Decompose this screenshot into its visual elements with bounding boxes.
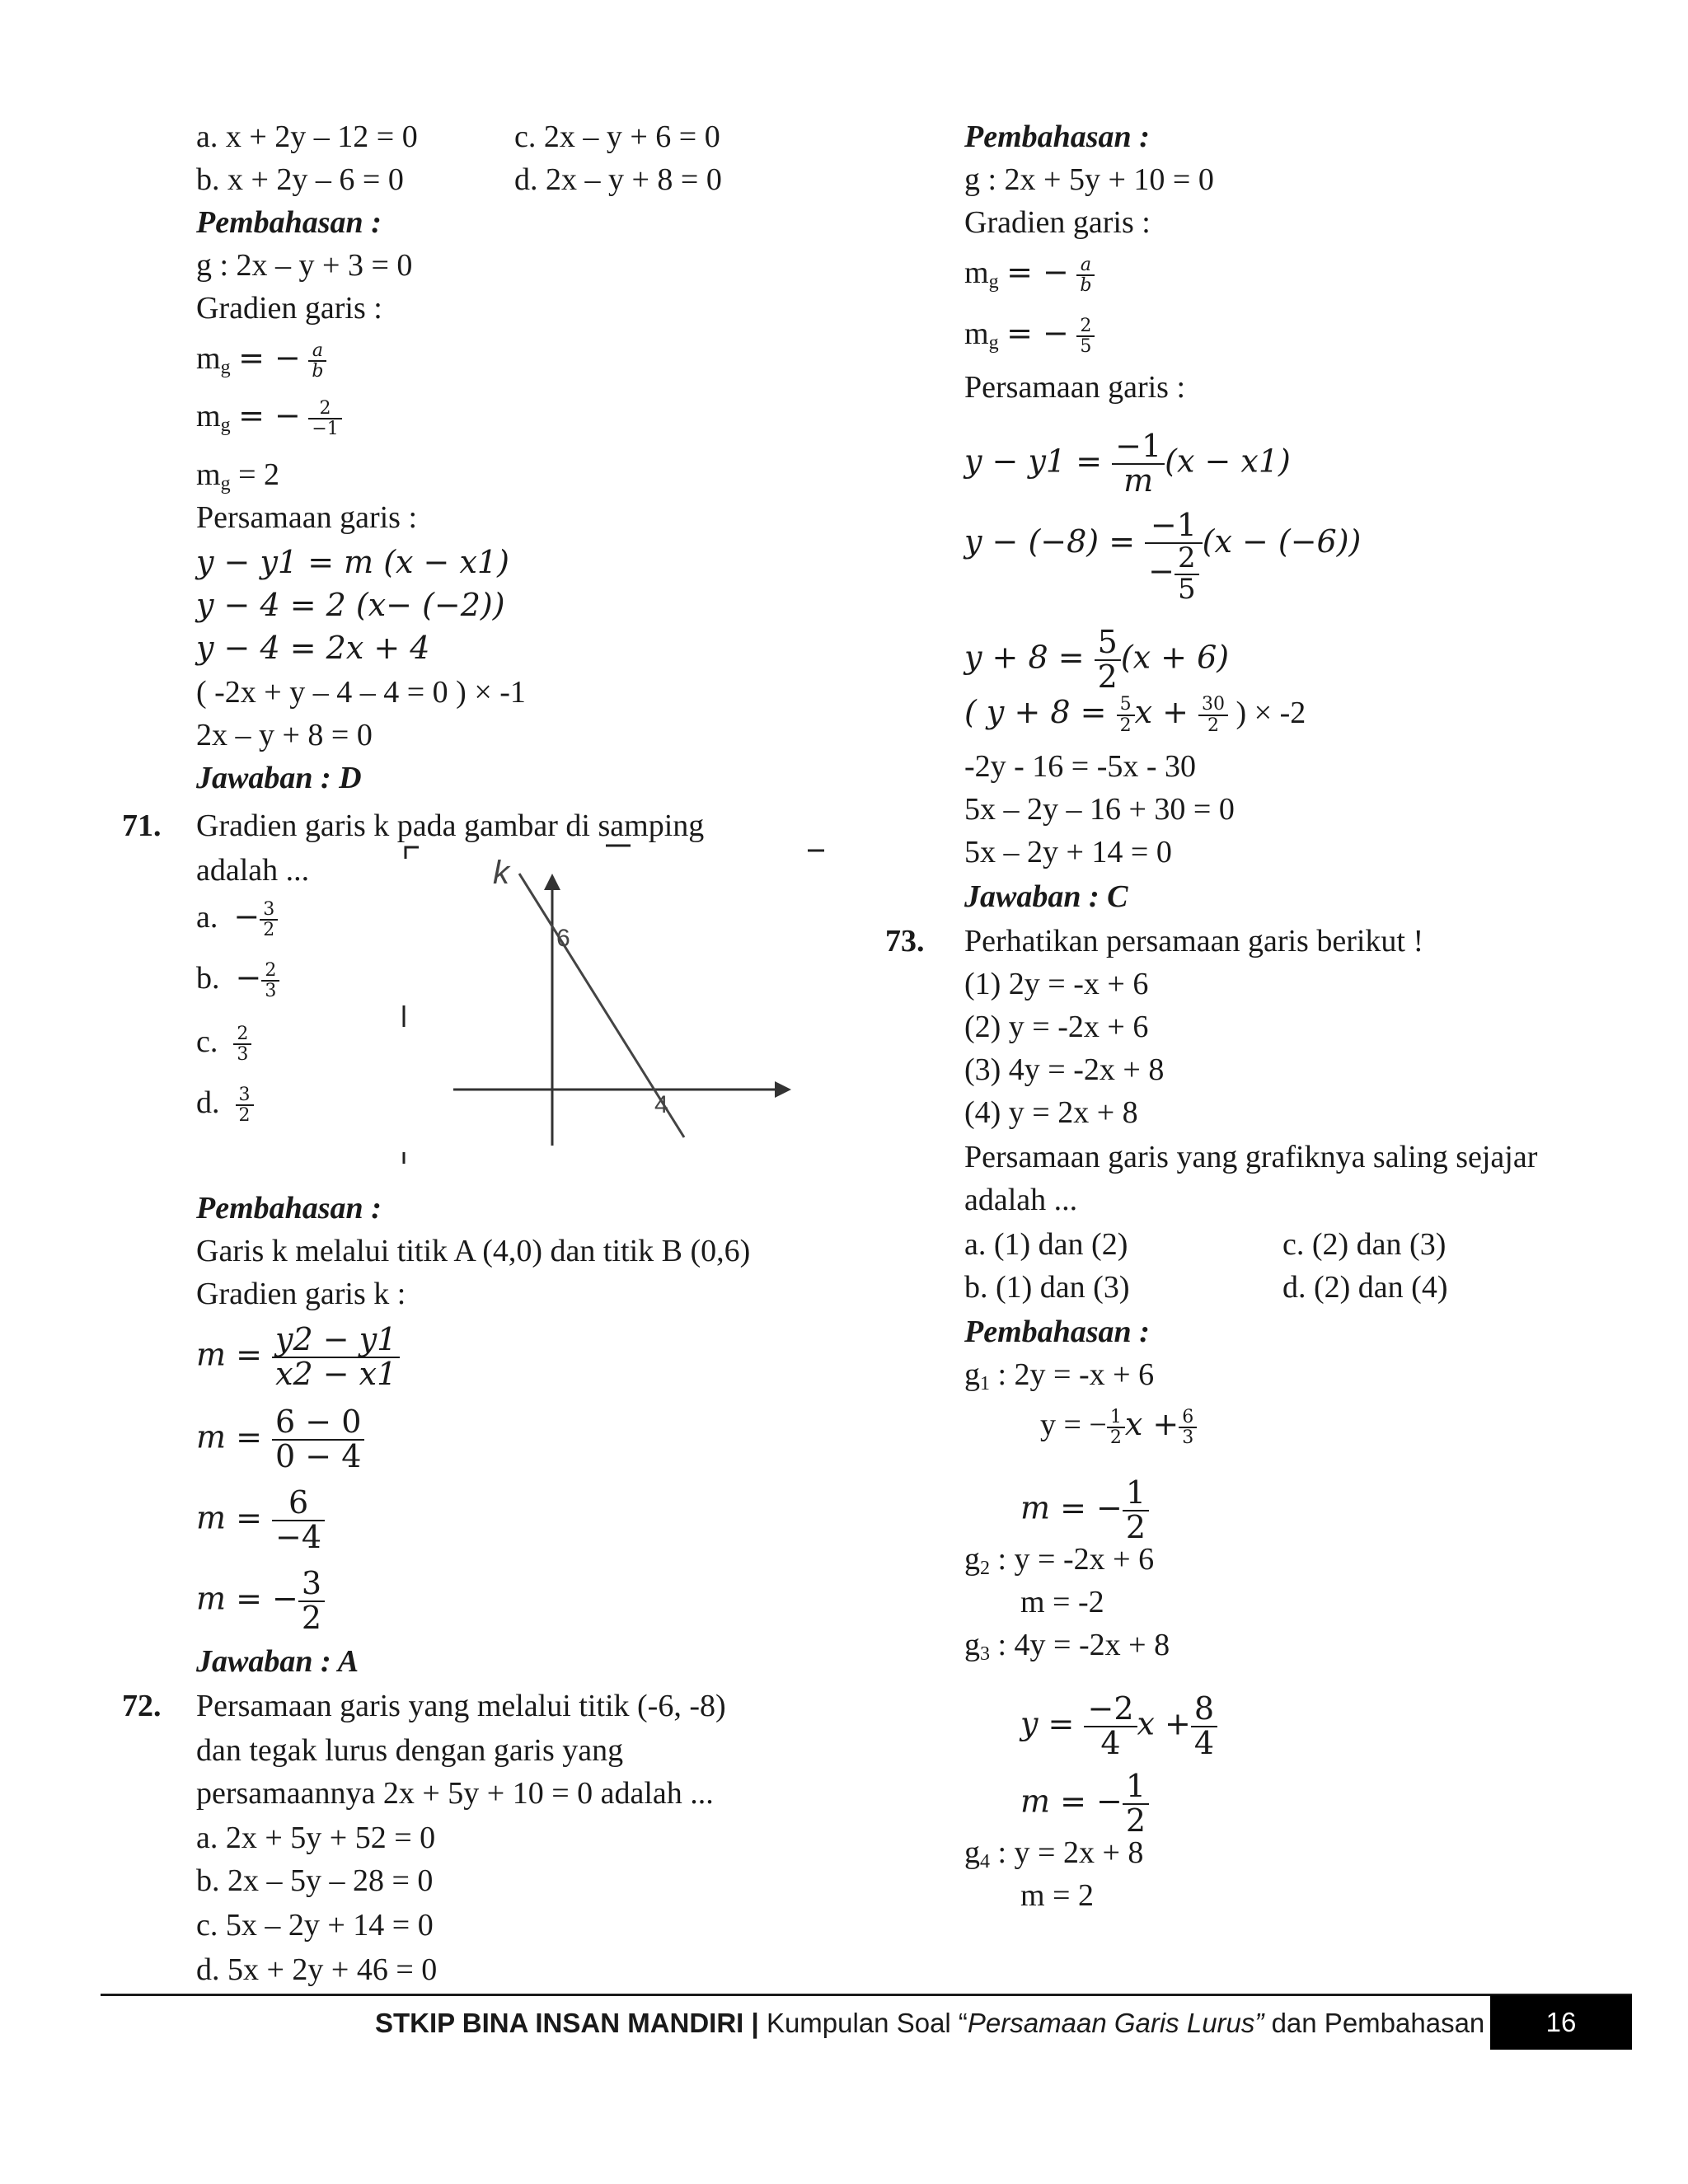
g4-equation: $g_4$ : y = 2x + 8 [964,1835,1144,1872]
question-71-number: 71. [122,808,162,843]
q72-option-c: c. 5x – 2y + 14 = 0 [196,1908,434,1943]
q73-option-d: d. (2) dan (4) [1282,1270,1448,1305]
gradien-label-72: Gradien garis : [964,205,1151,240]
slope-simplified: m = $\frac{6}{-4}$ [196,1487,325,1554]
q73-option-a: a. (1) dan (2) [964,1227,1128,1262]
g2-slope: m = -2 [1020,1585,1104,1619]
y-axis-arrow [544,874,560,890]
scan-artifacts [404,846,824,1164]
q71-option-a: a. − $\frac{3}{2}$ [196,895,278,940]
g2-equation: $g_2$ : y = -2x + 6 [964,1542,1155,1579]
footer-rule [101,1994,1632,1996]
g1-slope-intercept: y = − $\frac{1}{2}$ x + $\frac{6}{3}$ [1040,1403,1197,1447]
g4-slope: m = 2 [1020,1878,1094,1913]
gradien-label: Gradien garis : [196,291,382,326]
answer-d: Jawaban : D [196,761,362,795]
g1-equation: $g_1$ : 2y = -x + 6 [964,1357,1155,1394]
g3-equation: $g_3$ : 4y = -2x + 8 [964,1628,1170,1665]
mg-value-72: $m_g$ = − $\frac{2}{5}$ [964,312,1095,364]
option-a-prev: a. x + 2y – 12 = 0 [196,120,418,154]
q73-option-c: c. (2) dan (3) [1282,1227,1447,1262]
multiply-step: ( y + 8 = $\frac{5}{2}$ x + $\frac{30}{2}$ ) × -2 [964,694,1306,736]
page-number: 16 [1490,1995,1632,2050]
question-71-text-2: adalah ... [196,853,310,888]
mg-substitution: $m_g$ = − $\frac{2}{-1}$ [196,394,342,447]
equation-step-72-5: -2y - 16 = -5x - 30 [964,749,1197,784]
mg-formula-72: $m_g$ = − $\frac{a}{b}$ [964,251,1095,303]
slope-formula: m = $\frac{y2 - y1}{x2 - x1}$ [196,1324,400,1391]
line-equation-72: g : 2x + 5y + 10 = 0 [964,162,1214,197]
pembahasan-71-heading: Pembahasan : [196,1191,382,1226]
question-72-text-2: dan tegak lurus dengan garis yang [196,1733,624,1768]
points-text: Garis k melalui titik A (4,0) dan titik B (0,6) [196,1234,751,1268]
g1-slope: m = − $\frac{1}{2}$ [1020,1477,1149,1544]
question-71-text: Gradien garis k pada gambar di samping [196,808,705,843]
q73-option-b: b. (1) dan (3) [964,1270,1130,1305]
q72-option-d: d. 5x + 2y + 46 = 0 [196,1952,438,1987]
mg-value: $m_g = 2$ [196,457,279,494]
x-intercept-label: 4 [654,1091,668,1118]
option-b-prev: b. x + 2y – 6 = 0 [196,162,404,197]
perpendicular-substitution: y − (−8) = −1 − $\frac{2}{5}$ (x − (−6)) [964,507,1362,606]
line-k-graph [396,841,841,1187]
q73-equation-1: (1) 2y = -x + 6 [964,967,1149,1001]
q73-question: Persamaan garis yang grafiknya saling sejajar [964,1140,1538,1174]
q73-equation-2: (2) y = -2x + 6 [964,1010,1149,1044]
equation-step-4: ( -2x + y – 4 – 4 = 0 ) × -1 [196,675,526,710]
footer-text: STKIP BINA INSAN MANDIRI | Kumpulan Soal “Persamaan Garis Lurus” dan Pembahasan [375,2008,1485,2038]
pembahasan-72-heading: Pembahasan : [964,120,1150,154]
equation-step-72-6: 5x – 2y – 16 + 30 = 0 [964,792,1235,827]
q71-option-d: d. $\frac{3}{2}$ [196,1081,254,1125]
perpendicular-formula: y − y1 = $\frac{-1}{m}$ (x − x1) [964,428,1291,499]
question-72-text: Persamaan garis yang melalui titik (-6, -8) [196,1689,726,1723]
slope-substitution: m = $\frac{6 - 0}{0 - 4}$ [196,1406,364,1474]
option-c-prev: c. 2x – y + 6 = 0 [514,120,720,154]
q72-option-b: b. 2x – 5y – 28 = 0 [196,1863,434,1898]
answer-c: Jawaban : C [964,879,1128,914]
y-intercept-label: 6 [556,925,570,952]
q73-equation-3: (3) 4y = -2x + 8 [964,1052,1165,1087]
x-axis-arrow [775,1081,791,1098]
equation-step-3: y − 4 = 2x + 4 [196,630,430,666]
pembahasan-heading: Pembahasan : [196,205,382,240]
question-72-text-3: persamaannya 2x + 5y + 10 = 0 adalah ... [196,1776,714,1811]
gradien-k-label: Gradien garis k : [196,1277,406,1311]
option-d-prev: d. 2x – y + 8 = 0 [514,162,722,197]
question-73-number: 73. [885,924,925,958]
answer-a: Jawaban : A [196,1644,359,1679]
equation-step-2: y − 4 = 2 (x− (−2)) [196,587,505,623]
g3-slope: m = − $\frac{1}{2}$ [1020,1770,1149,1838]
line-k-label: k [493,855,509,891]
question-72-number: 72. [122,1689,162,1723]
persamaan-label: Persamaan garis : [196,500,418,535]
q71-option-c: c. $\frac{2}{3}$ [196,1020,251,1064]
q71-option-b: b. − $\frac{2}{3}$ [196,956,279,1001]
equation-step-72-7: 5x – 2y + 14 = 0 [964,835,1172,869]
pembahasan-73-heading: Pembahasan : [964,1315,1150,1349]
q73-question-2: adalah ... [964,1183,1078,1217]
persamaan-label-72: Persamaan garis : [964,370,1186,405]
question-73-text: Perhatikan persamaan garis berikut ! [964,924,1424,958]
perpendicular-simplified: y + 8 = $\frac{5}{2}$ (x + 6) [964,624,1230,695]
g3-slope-intercept: y = $\frac{-2}{4}$ x + $\frac{8}{4}$ [1020,1693,1217,1760]
equation-step-5: 2x – y + 8 = 0 [196,718,373,752]
q72-option-a: a. 2x + 5y + 52 = 0 [196,1821,436,1855]
footer-institution: STKIP BINA INSAN MANDIRI [375,2008,744,2038]
line-equation: g : 2x – y + 3 = 0 [196,248,413,283]
q73-equation-4: (4) y = 2x + 8 [964,1095,1138,1130]
equation-step-1: y − y1 = m (x − x1) [196,544,509,580]
mg-formula: $m_g$ = − $\frac{a}{b}$ [196,336,326,389]
slope-result: m = − $\frac{3}{2}$ [196,1568,325,1635]
